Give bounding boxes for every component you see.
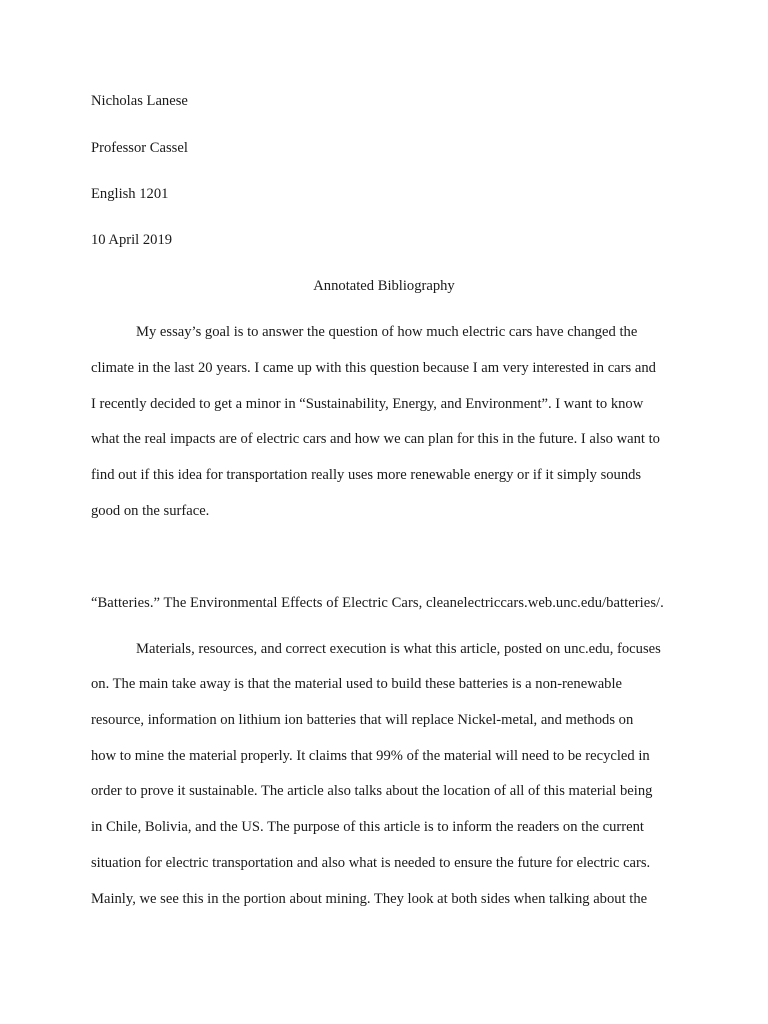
annotation-line: in Chile, Bolivia, and the US. The purpose of this article is to inform the readers on the current <box>91 819 644 835</box>
intro-line: good on the surface. <box>91 503 210 519</box>
annotation-line: on. The main take away is that the material used to build these batteries is a non-renewable <box>91 676 623 692</box>
annotation-line: Materials, resources, and correct execution is what this article, posted on unc.edu, focuses <box>136 641 661 657</box>
intro-line: climate in the last 20 years. I came up with this question because I am very interested in cars and <box>91 360 656 376</box>
annotation-line: situation for electric transportation and also what is needed to ensure the future for electric cars. <box>91 855 651 871</box>
author-name: Nicholas Lanese <box>91 93 188 109</box>
intro-line: My essay’s goal is to answer the question of how much electric cars have changed the <box>136 324 638 340</box>
annotation-line: resource, information on lithium ion batteries that will replace Nickel-metal, and methods on <box>91 712 634 728</box>
intro-line: what the real impacts are of electric cars and how we can plan for this in the future. I also want to <box>91 431 660 447</box>
citation-entry: “Batteries.” The Environmental Effects of Electric Cars, cleanelectriccars.web.unc.edu/batteries/. <box>91 595 664 611</box>
professor-name: Professor Cassel <box>91 140 188 156</box>
intro-line: I recently decided to get a minor in “Sustainability, Energy, and Environment”. I want to know <box>91 396 644 412</box>
document-date: 10 April 2019 <box>91 232 173 248</box>
page-title: Annotated Bibliography <box>313 278 455 294</box>
course-name: English 1201 <box>91 186 169 202</box>
intro-line: find out if this idea for transportation really uses more renewable energy or if it simply sounds <box>91 467 642 483</box>
annotation-line: order to prove it sustainable. The article also talks about the location of all of this material being <box>91 783 653 799</box>
annotation-line: Mainly, we see this in the portion about mining. They look at both sides when talking about the <box>91 891 648 907</box>
annotation-line: how to mine the material properly. It claims that 99% of the material will need to be recycled in <box>91 748 650 764</box>
